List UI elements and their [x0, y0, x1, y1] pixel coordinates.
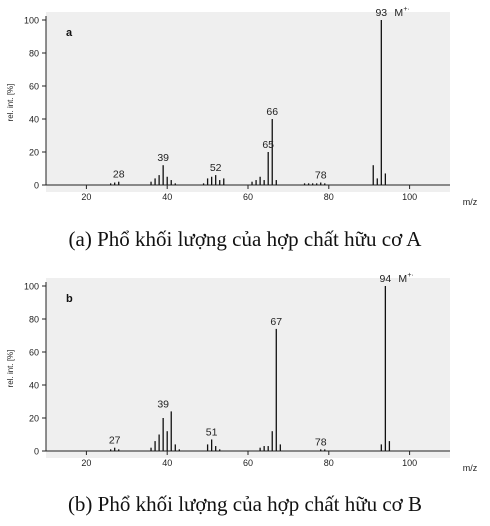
spectrum-panel-a — [0, 0, 490, 210]
peak-label: 78 — [314, 169, 327, 182]
peak-label: 65 — [262, 139, 275, 151]
y-tick-label: 80 — [28, 48, 39, 59]
x-tick-label: 40 — [162, 458, 173, 468]
x-tick-label: 60 — [242, 192, 254, 202]
molecular-ion-superscript: +· — [407, 272, 414, 279]
panel-label: a — [66, 27, 73, 39]
spectrum-panel-b — [0, 266, 490, 476]
peak-label: 39 — [157, 398, 170, 411]
y-tick-label: 40 — [28, 114, 39, 125]
y-tick-label: 40 — [28, 380, 39, 391]
y-tick-label: 60 — [28, 81, 39, 92]
y-tick-label: 0 — [33, 180, 39, 191]
y-axis-label: rel. int. [%] — [6, 83, 15, 122]
peak-label: 78 — [314, 436, 327, 449]
x-tick-label: 80 — [323, 192, 334, 202]
y-tick-label: 0 — [33, 446, 39, 457]
caption-b: (b) Phổ khối lượng của hợp chất hữu cơ B — [67, 492, 423, 516]
x-tick-label: 20 — [81, 192, 92, 202]
y-tick-label: 60 — [28, 347, 39, 358]
y-tick-label: 80 — [28, 314, 39, 325]
x-tick-label: 60 — [242, 458, 254, 468]
peak-label: 28 — [112, 168, 125, 181]
x-tick-label: 100 — [402, 458, 418, 468]
peak-label: 39 — [157, 152, 170, 165]
peak-label: 51 — [205, 426, 218, 439]
panel-label: b — [66, 293, 73, 305]
peak-label: 66 — [266, 106, 279, 118]
x-tick-label: 100 — [402, 192, 418, 202]
x-axis-label: m/z — [462, 197, 478, 207]
y-axis-label: rel. int. [%] — [6, 349, 15, 388]
mass-spectrum-b-chart — [0, 266, 490, 476]
molecular-ion-label: M — [394, 7, 404, 19]
peak-label: 52 — [209, 162, 222, 175]
x-tick-label: 80 — [323, 458, 334, 468]
x-tick-label: 40 — [162, 192, 173, 202]
y-tick-label: 20 — [28, 413, 39, 424]
peak-label: 67 — [270, 315, 283, 328]
x-axis-label: m/z — [462, 463, 478, 473]
peak-label: 27 — [108, 434, 121, 447]
peak-label: 93 — [375, 7, 388, 19]
y-tick-label: 100 — [23, 281, 39, 292]
x-tick-label: 20 — [81, 458, 92, 468]
y-tick-label: 100 — [23, 15, 39, 26]
molecular-ion-superscript: +· — [403, 6, 410, 13]
mass-spectrum-a-chart — [0, 0, 490, 210]
caption-a: (a) Phổ khối lượng của hợp chất hữu cơ A — [68, 227, 422, 251]
molecular-ion-label: M — [398, 273, 408, 285]
peak-label: 94 — [379, 273, 392, 285]
y-tick-label: 20 — [28, 147, 39, 158]
